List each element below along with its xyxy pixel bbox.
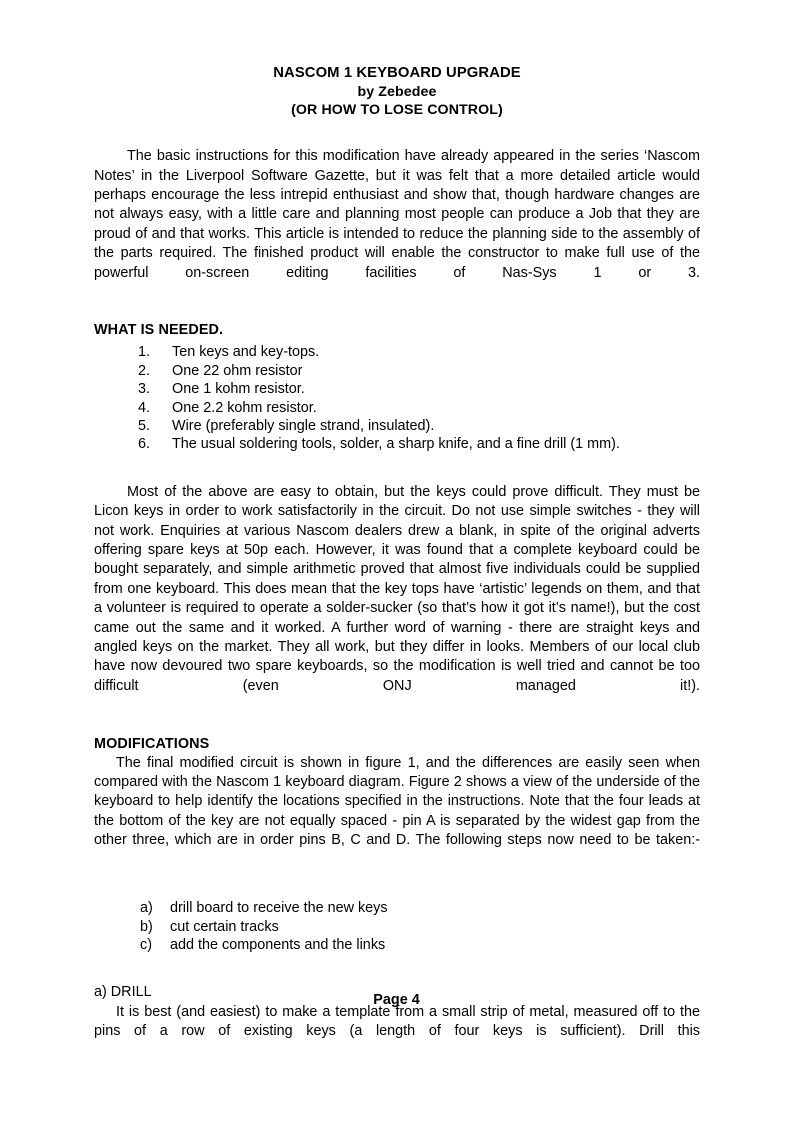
heading-drill: a) DRILL <box>94 984 152 1001</box>
list-item <box>94 417 700 435</box>
list-item <box>94 399 700 417</box>
list-item-text: Wire (preferably single strand, insulated). <box>172 417 435 434</box>
list-marker: a) <box>140 900 153 917</box>
list-item-text: add the components and the links <box>170 936 386 953</box>
list-item-text: One 2.2 kohm resistor. <box>172 399 317 416</box>
heading-what-is-needed: WHAT IS NEEDED. <box>94 322 224 339</box>
document-title-block <box>94 64 700 120</box>
list-item <box>94 343 700 361</box>
list-item <box>94 899 700 917</box>
intro-paragraph: The basic instructions for this modification have already appeared in the series ‘Nascom Notes’ in the Liverpool Software Gazette, but it was felt that a more detailed article would perhaps encourage the less intrepid enthusiast and show that, though hardware changes are not always easy, with a little care and planning most people can produce a Job that they are proud of and that works. This article is intended to reduce the planning side to the assembly of the parts required. The finished product will enable the constructor to make full use of the powerful on-screen editing facilities of Nas-Sys 1 or 3. <box>94 148 700 281</box>
requirements-list <box>94 343 700 453</box>
list-marker: b) <box>140 918 153 935</box>
spacer <box>94 954 700 973</box>
list-item-text: drill board to receive the new keys <box>170 900 388 917</box>
spacer <box>94 889 700 899</box>
spacer <box>94 454 700 473</box>
list-item <box>94 435 700 453</box>
list-item-text: cut certain tracks <box>170 918 279 935</box>
list-item-text: One 1 kohm resistor. <box>172 381 305 398</box>
drill-paragraph: It is best (and easiest) to make a template from a small strip of metal, measured off to the pins of a row of existing keys (a length of four keys is sufficient). Drill this <box>94 1003 700 1040</box>
page-footer: Page 4 <box>373 992 420 1008</box>
document-title: NASCOM 1 KEYBOARD UPGRADE <box>273 65 521 81</box>
spacer <box>94 716 700 735</box>
list-item <box>94 362 700 380</box>
modifications-paragraph: The final modified circuit is shown in figure 1, and the differences are easily seen when compared with the Nascom 1 keyboard diagram. Figure 2 shows a view of the underside of the keyboard to help identify the locations specified in the instructions. Note that the four leads at the bottom of the key are not equally spaced - pin A is separated by the widest gap from the other three, which are in order pins B, C and D. The following steps now need to be taken:- <box>94 754 700 849</box>
list-marker: 6. <box>138 436 151 453</box>
modification-steps-list <box>94 899 700 954</box>
keys-paragraph: Most of the above are easy to obtain, but the keys could prove difficult. They must be Licon keys in order to work satisfactorily in the circuit. Do not use simple switches - they will not work. Enquiries at various Nascom dealers drew a blank, in spite of the original adverts offering spare keys at 50p each. However, it was found that a complete keyboard could be bought separately, and simple arithmetic proved that almost five individuals could be supplied from one keyboard. This does mean that the key tops have ‘artistic’ legends on them, and that a volunteer is required to operate a solder-sucker (so that’s how it got it’s name!), but the cost came out the same and it worked. A further word of warning - there are straight keys and angled keys on the market. They all work, but they differ in looks. Members of our local club have now devoured two spare keyboards, so the modification is well tried and cannot be too difficult (even ONJ managed it!). <box>94 483 700 694</box>
document-subtitle: (OR HOW TO LOSE CONTROL) <box>291 102 503 119</box>
list-marker: 2. <box>138 362 151 379</box>
list-marker: 3. <box>138 381 151 398</box>
list-item <box>94 936 700 954</box>
list-item-text: The usual soldering tools, solder, a sharp knife, and a fine drill (1 mm). <box>172 436 620 453</box>
spacer <box>94 870 700 889</box>
spacer <box>94 473 700 483</box>
list-item <box>94 380 700 398</box>
heading-modifications: MODIFICATIONS <box>94 735 210 752</box>
spacer <box>94 120 700 147</box>
page-content <box>94 64 700 1061</box>
spacer <box>94 973 700 983</box>
list-item-text: One 22 ohm resistor <box>172 362 303 379</box>
list-item-text: Ten keys and key-tops. <box>172 344 320 361</box>
list-marker: 1. <box>138 344 151 361</box>
list-marker: 5. <box>138 417 151 434</box>
list-marker: 4. <box>138 399 151 416</box>
list-marker: c) <box>140 936 152 953</box>
list-item <box>94 918 700 936</box>
document-author: by Zebedee <box>357 83 437 100</box>
spacer <box>94 302 700 321</box>
